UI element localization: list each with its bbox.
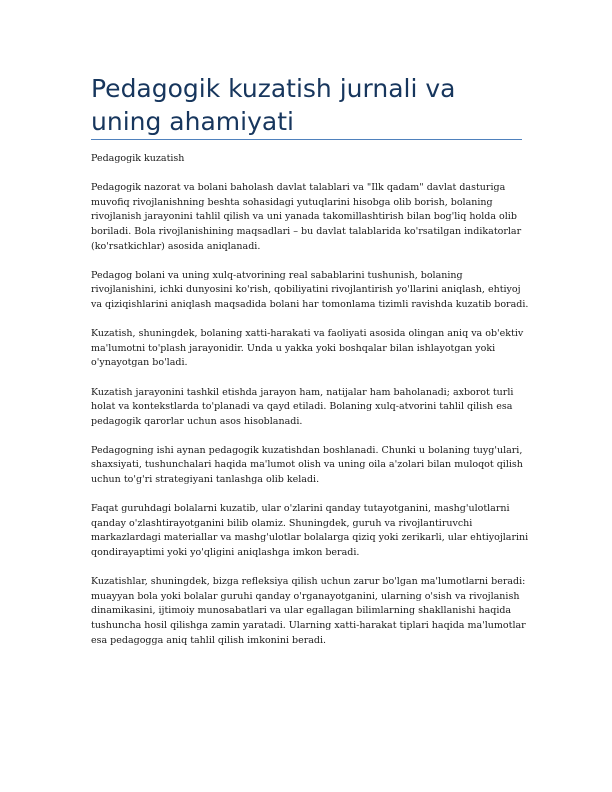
title-divider <box>91 139 522 140</box>
paragraph: Kuzatishlar, shuningdek, bizga refleksiya qilish uchun zarur bo'lgan ma'lumotlarni beradi: muayyan bola yoki bolalar guruhi qanday o'rganayotganini, ularning o'sish va rivojlanish dinamikasini, ijtimoiy munosabatlari va ular egallagan bilimlarning shakllanishi haqida tushuncha hosil qilishga zamin yaratadi. Ularning xatti-harakat tiplari haqida ma'lumotlar esa pedagogga aniq tahlil qilish imkonini beradi. <box>91 576 526 646</box>
document-body <box>91 152 531 663</box>
document-title: Pedagogik kuzatish jurnali va uning ahamiyati <box>91 74 456 136</box>
paragraph: Pedagogning ishi aynan pedagogik kuzatishdan boshlanadi. Chunki u bolaning tuyg'ulari, shaxsiyati, tushunchalari haqida ma'lumot olish va uning oila a'zolari bilan muloqot qilish uchun to'g'ri strategiyani tanlashga olib keladi. <box>91 444 523 486</box>
section-heading: Pedagogik kuzatish <box>91 153 185 164</box>
paragraph: Faqat guruhdagi bolalarni kuzatib, ular o'zlarini qanday tutayotganini, mashg'ulotlarni qanday o'zlashtirayotganini bilib olamiz. Shuningdek, guruh va rivojlantiruvchi markazlardagi materiallar va mashg'ulotlar bolalarga qiziq yoki zerikarli, ular ehtiyojlarini qondirayaptimi yoki yo'qligini aniqlashga imkon beradi. <box>91 503 529 559</box>
paragraph: Pedagogik nazorat va bolani baholash davlat talablari va "Ilk qadam" davlat dasturiga muvofiq rivojlanishning beshta sohasidagi yutuqlarini hisobga olib borish, bolaning rivojlanish jarayonini tahlil qilish va uni yanada takomillashtirish bilan bog'liq holda olib boriladi. Bola rivojlanishining maqsadlari – bu davlat talablarida ko'rsatilgan indikatorlar (ko'rsatkichlar) asosida aniqlanadi. <box>91 182 522 252</box>
paragraph: Pedagog bolani va uning xulq-atvorining real sabablarini tushunish, bolaning rivojlanishini, ichki dunyosini ko'rish, qobiliyatini rivojlantirish yo'llarini aniqlash, ehtiyoj va qiziqishlarini aniqlash maqsadida bolani har tomonlama tizimli ravishda kuzatib boradi. <box>91 269 529 310</box>
paragraph: Kuzatish, shuningdek, bolaning xatti-harakati va faoliyati asosida olingan aniq va ob'ektiv ma'lumotni to'plash jarayonidir. Unda u yakka yoki boshqalar bilan ishlayotgan yoki o'ynayotgan bo'ladi. <box>91 328 524 369</box>
paragraph: Kuzatish jarayonini tashkil etishda jarayon ham, natijalar ham baholanadi; axborot turli holat va kontekstlarda to'planadi va qayd etiladi. Bolaning xulq-atvorini tahlil qilish esa pedagogik qarorlar uchun asos hisoblanadi. <box>91 386 514 427</box>
